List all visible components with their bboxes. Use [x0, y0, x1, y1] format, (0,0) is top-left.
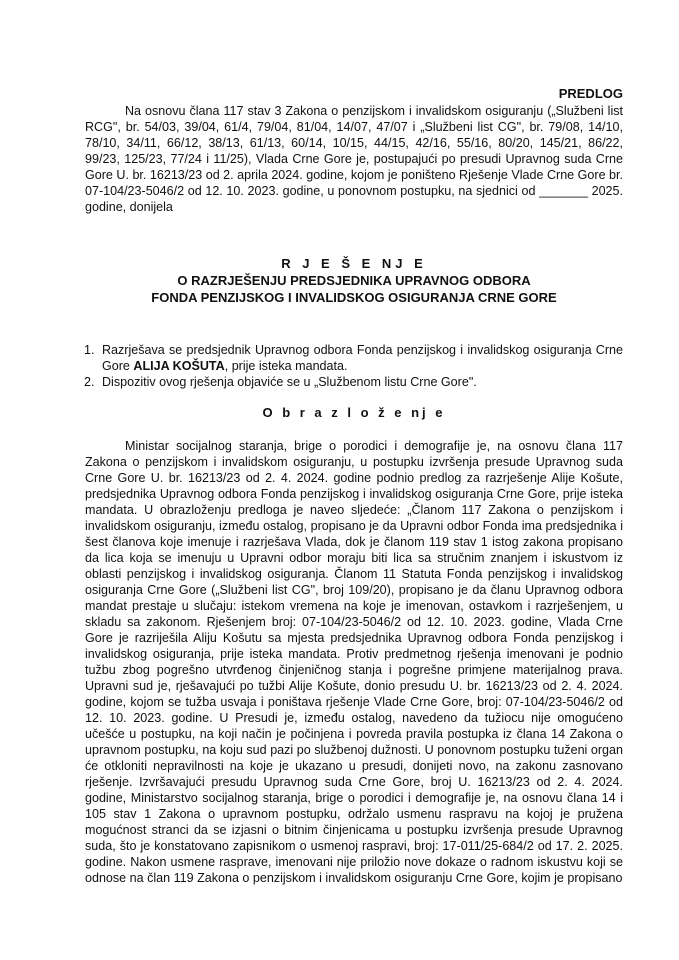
decision-subtitle-line-2: FONDA PENZIJSKOG I INVALIDSKOG OSIGURANJA CRNE GORE	[151, 290, 557, 305]
reasoning-heading: O b r a z l o ž e nj e	[262, 405, 446, 420]
decision-subtitle-line-1: O RAZRJEŠENJU PREDSJEDNIKA UPRAVNOG ODBORA	[177, 273, 531, 288]
list-item-number: 2.	[84, 375, 95, 389]
list-item-number: 1.	[84, 343, 95, 357]
reasoning-paragraph: Ministar socijalnog staranja, brige o porodici i demografije je, na osnovu člana 117 Zakona o penzijskom i invalidskom osiguranju, u postupku izvršenja presude Upravnog suda Crne Gore U. br. 16213/23 od 2. 4. 2024. godine podnio predlog za razrješenje Alije Košute, predsjednika Upravnog odbora Fonda penzijskog i invalidskog osiguranja Crne Gore, prije isteka mandata. U obrazloženju predloga je naveo sljedeće: „Članom 117 Zakona o penzijskom i invalidskom osiguranju, između ostalog, propisano je da Upravni odbor Fonda ima predsjednika i šest članova koje imenuje i razrješava Vlada, dok je članom 119 stav 1 istog zakona propisano da lica koja se imenuju u Upravni odbor moraju biti lica sa stručnim znanjem i iskustvom iz oblasti penzijskog i invalidskog osiguranja. Članom 11 Statuta Fonda penzijskog i invalidskog osiguranja Crne Gore („Službeni list CG", broj 109/20), propisano je da članu Upravnog odbora mandat prestaje u slučaju: istekom vremena na koje je imenovan, ostavkom i razrješenjem, u skladu sa zakonom. Rješenjem broj: 07-104/23-5046/2 od 12. 10. 2023. godine, Vlada Crne Gore je razriješila Aliju Košutu sa mjesta predsjednika Upravnog odbora Fonda penzijskog i invalidskog osiguranja, prije isteka mandata. Protiv predmetnog rješenja imenovani je podnio tužbu zbog pogrešno utvrđenog činjeničnog stanja i pogrešne primjene materijalnog prava. Upravni sud je, rješavajući po tužbi Alije Košute, donio presudu U. br. 16213/23 od 2. 4. 2024. godine, kojom se tužba usvaja i poništava rješenje Vlade Crne Gore, broj: 07-104/23-5046/2 od 12. 10. 2023. godine. U Presudi je, između ostalog, navedeno da tužiocu nije omogućeno učešće u postupku, na koji način je počinjena i povreda pravila postupka iz člana 14 Zakona o upravnom postupku, na koju sud pazi po službenoj dužnosti. U ponovnom postupku tuženi organ će otkloniti nepravilnosti na koje je ukazano u presudi, donijeti novo, na zakonu zasnovano rješenje. Izvršavajući presudu Upravnog suda Crne Gore, broj U. 16213/23 od 2. 4. 2024. godine, Ministarstvo socijalnog staranja, brige o porodici i demografije je, na osnovu člana 14 i 105 stav 1 Zakona o upravnom postupku, održalo usmenu raspravu na kojoj je pružena mogućnost stranci da se izjasni o bitnim činjenicama u postupku izvršenja presude Upravnog suda, što je konstatovano zapisnikom o usmenoj raspravi, broj: 17-011/25-684/2 od 17. 2. 2025. godine. Nakon usmene rasprave, imenovani nije priložio nove dokaze o radnom iskustvu koji se odnose na član 119 Zakona o penzijskom i invalidskom osiguranju Crne Gore, kojim je propisano	[85, 439, 623, 885]
decision-title-block	[85, 255, 623, 306]
proposal-label: PREDLOG	[558, 86, 623, 101]
list-item-text-end: , prije isteka mandata.	[224, 359, 348, 373]
list-item	[84, 374, 623, 390]
list-item-text: Razrješava se predsjednik Upravnog odbora Fonda penzijskog i invalidskog osiguranja Crne Gore	[102, 343, 623, 373]
intro-paragraph: Na osnovu člana 117 stav 3 Zakona o penzijskom i invalidskom osiguranju („Službeni list RCG", br. 54/03, 39/04, 61/4, 79/04, 81/04, 14/07, 47/07 i „Službeni list CG", br. 79/08, 14/10, 78/10, 34/11, 66/12, 38/13, 61/13, 60/14, 10/15, 44/15, 42/16, 55/16, 80/20, 145/21, 86/22, 99/23, 125/23, 77/24 i 11/25), Vlada Crne Gore je, postupajući po presudi Upravnog suda Crne Gore U. br. 16213/23 od 2. aprila 2024. godine, kojom je poništeno Rješenje Vlade Crne Gore br. 07-104/23-5046/2 od 12. 10. 2023. godine, u ponovnom postupku, na sjednici od _______ 2025. godine, donijela	[85, 104, 623, 214]
list-item-text: Dispozitiv ovog rješenja objaviće se u „Službenom listu Crne Gore".	[102, 375, 477, 389]
decision-title: R J E Š E NJ E	[281, 256, 427, 271]
list-item	[84, 342, 623, 374]
decision-items-list	[84, 342, 623, 390]
person-name: ALIJA KOŠUTA	[133, 359, 225, 373]
